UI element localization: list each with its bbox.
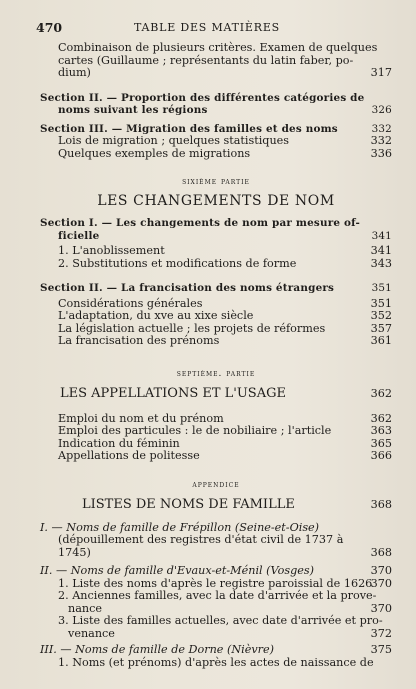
toc-entry: La francisation des prénoms 361 [58, 334, 392, 347]
toc-entry: 1. L'anoblissement 341 [58, 244, 392, 257]
toc-entry: 1745) 368 [58, 545, 392, 559]
toc-page: 357 [370, 321, 392, 335]
toc-page: 332 [371, 122, 392, 135]
toc-entry: Indication du féminin 365 [58, 436, 392, 450]
toc-entry: venance 372 [68, 626, 392, 640]
toc-page: 362 [370, 411, 392, 425]
toc-page: 375 [370, 643, 392, 656]
toc-page: 363 [370, 424, 392, 437]
toc-section: III. — Noms de famille de Dorne (Nièvre) 375 [40, 643, 392, 656]
running-title: TABLE DES MATIÈRES [133, 21, 281, 34]
toc-page: 368 [370, 545, 392, 559]
toc-entry: 3. Liste des familles actuelles, avec date d'arrivée et pro- [58, 614, 383, 627]
toc-entry: 1. Noms (et prénoms) d'après les actes de naissance de [58, 655, 374, 669]
toc-page: 370 [370, 576, 392, 590]
toc-entry: Emploi des particules : le de nobiliaire ; l'article 363 [58, 424, 392, 437]
part-title: LES APPELLATIONS ET L'USAGE [60, 386, 286, 401]
toc-entry: nance 370 [68, 601, 392, 615]
toc-page: 317 [370, 66, 392, 79]
part-title-row [40, 499, 392, 512]
part-label: septième. partie [176, 368, 256, 379]
part-title: LES CHANGEMENTS DE NOM [97, 192, 335, 209]
toc-entry: Appellations de politesse 366 [58, 449, 392, 462]
toc-page: 326 [371, 104, 392, 116]
toc-page: 362 [370, 387, 392, 400]
toc-section: Section III. — Migration des familles et des noms 332 [40, 122, 392, 135]
toc-section: Section II. — La francisation des noms étrangers 351 [40, 282, 392, 294]
toc-page: 372 [370, 626, 392, 640]
toc-section: Section I. — Les changements de nom par mesure of- [40, 217, 360, 229]
toc-entry: 2. Substitutions et modifications de forme 343 [58, 256, 392, 270]
toc-entry: Quelques exemples de migrations 336 [58, 146, 392, 160]
toc-entry: dium) 317 [58, 66, 392, 79]
toc-page: 341 [371, 229, 392, 242]
part-title-row [40, 388, 392, 401]
toc-page: 351 [371, 282, 392, 294]
toc-entry: Combinaison de plusieurs critères. Examen de quelques [58, 41, 378, 54]
toc-page: 361 [370, 334, 392, 347]
toc-list [40, 42, 392, 669]
toc-entry: Lois de migration ; quelques statistiques 332 [58, 134, 392, 147]
toc-entry: (dépouillement des registres d'état civil de 1737 à [58, 533, 344, 546]
toc-entry: 1. Liste des noms d'après le registre paroissial de 1626 370 [58, 576, 392, 590]
toc-entry: cartes (Guillaume ; représentants du latin faber, po- [58, 53, 354, 67]
toc-page: 365 [370, 436, 392, 450]
toc-section: Section II. — Proportion des différentes catégories de [40, 91, 365, 104]
toc-page: 370 [370, 564, 392, 577]
part-title: LISTES DE NOMS DE FAMILLE [82, 497, 295, 512]
toc-page: 366 [370, 449, 392, 462]
part-label: appendice [192, 479, 240, 490]
toc-page: 336 [370, 146, 392, 160]
toc-page: 341 [370, 244, 392, 257]
toc-page: 368 [370, 498, 392, 511]
page-number: 470 [36, 20, 63, 35]
toc-entry: 2. Anciennes familles, avec la date d'arrivée et la prove- [58, 589, 377, 602]
toc-entry: L'adaptation, du xve au xixe siècle 352 [58, 309, 392, 322]
toc-page: 351 [370, 296, 392, 310]
toc-page: 370 [370, 601, 392, 615]
toc-section: II. — Noms de famille d'Evaux-et-Ménil (Vosges) 370 [40, 564, 392, 577]
toc-page: 352 [370, 309, 392, 322]
page-header [36, 20, 378, 38]
toc-section: I. — Noms de famille de Frépillon (Seine-et-Oise) [40, 520, 320, 534]
toc-entry: La législation actuelle ; les projets de réformes 357 [58, 321, 392, 335]
toc-page: 332 [370, 134, 392, 147]
toc-entry: Considérations générales 351 [58, 296, 392, 310]
toc-section: ficielle 341 [58, 229, 392, 242]
toc-section: noms suivant les régions 326 [58, 104, 392, 116]
toc-page: 343 [370, 256, 392, 270]
toc-entry: Emploi du nom et du prénom 362 [58, 411, 392, 425]
part-label: sixième partie [182, 177, 250, 187]
